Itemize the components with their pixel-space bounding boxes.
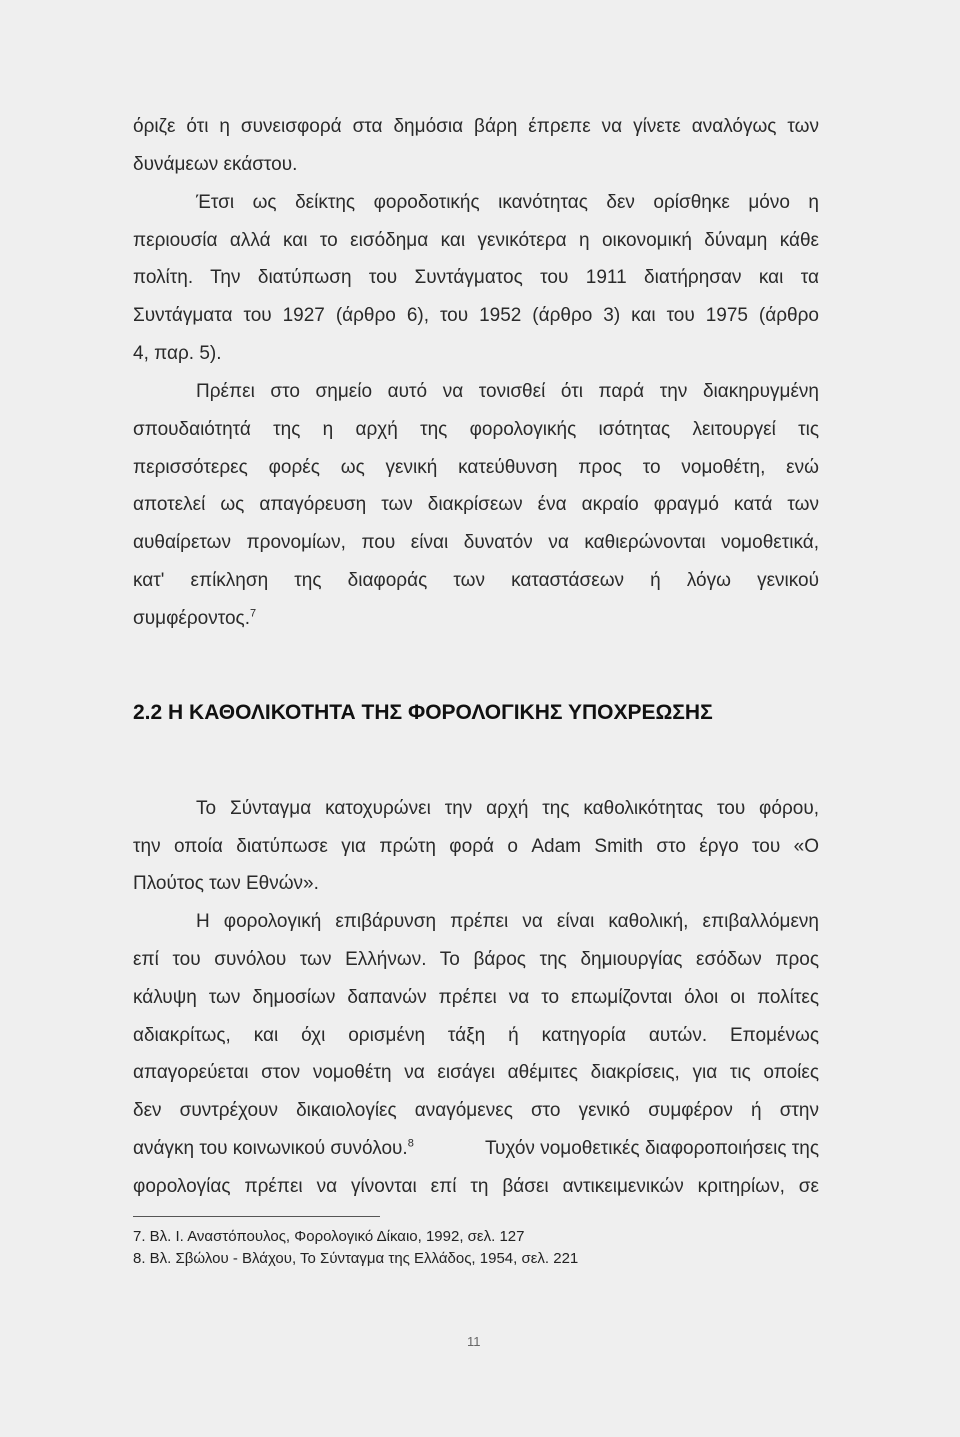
page-number: 11 [467,1334,481,1349]
section-line-3: Πλούτος των Εθνών». [133,873,319,894]
body-line-9: σπουδαιότητά της η αρχή της φορολογικής ισότητας λειτουργεί τις [133,419,819,440]
body-line-7: 4, παρ. 5). [133,343,222,364]
section-line-10 [133,1137,819,1161]
section-line-10-start [133,1137,414,1161]
body-line-3: Έτσι ως δείκτης φοροδοτικής ικανότητας δεν ορίσθηκε μόνο η [196,192,819,213]
section-line-8: απαγορεύεται στον νομοθέτη να εισάγει αθέμιτες διακρίσεις, για τις οποίες [133,1062,819,1083]
section-line-5: επί του συνόλου των Ελλήνων. Το βάρος της δημιουργίας εσόδων προς [133,949,819,970]
body-line-14-text: συμφέροντος. [133,608,250,629]
footnote-8: 8. Βλ. Σβώλου - Βλάχου, Το Σύνταγμα της Ελλάδος, 1954, σελ. 221 [133,1250,579,1267]
body-line-5: πολίτη. Την διατύπωση του Συντάγματος του 1911 διατήρησαν και τα [133,267,819,288]
footnote-7: 7. Βλ. Ι. Αναστόπουλος, Φορολογικό Δίκαιο, 1992, σελ. 127 [133,1228,525,1245]
section-line-7: αδιακρίτως, και όχι ορισμένη τάξη ή κατηγορία αυτών. Επομένως [133,1025,819,1046]
body-line-6: Συντάγματα του 1927 (άρθρο 6), του 1952 (άρθρο 3) και του 1975 (άρθρο [133,305,819,326]
section-line-10-end: Τυχόν νομοθετικές διαφοροποιήσεις της [485,1138,819,1159]
body-line-2: δυνάμεων εκάστου. [133,154,298,175]
section-line-11: φορολογίας πρέπει να γίνονται επί τη βάσει αντικειμενικών κριτηρίων, σε [133,1176,819,1197]
footnote-ref-8: 8 [407,1137,414,1150]
section-line-4: Η φορολογική επιβάρυνση πρέπει να είναι καθολική, επιβαλλόμενη [196,911,819,932]
section-line-9: δεν συντρέχουν δικαιολογίες αναγόμενες στο γενικό συμφέρον ή στην [133,1100,819,1121]
footnote-separator [133,1216,380,1217]
body-line-4: περιουσία αλλά και το εισόδημα και γενικότερα η οικονομική δύναμη κάθε [133,230,819,251]
body-line-1: όριζε ότι η συνεισφορά στα δημόσια βάρη έπρεπε να γίνετε αναλόγως των [133,116,819,137]
body-line-8: Πρέπει στο σημείο αυτό να τονισθεί ότι παρά την διακηρυγμένη [196,381,819,402]
footnote-ref-7: 7 [249,607,257,620]
section-line-10-text: ανάγκη του κοινωνικού συνόλου. [133,1138,408,1159]
section-line-2: την οποία διατύπωσε για πρώτη φορά ο Adam Smith στο έργο του «Ο [133,836,819,857]
section-line-1: Το Σύνταγμα κατοχυρώνει την αρχή της καθολικότητας του φόρου, [196,798,819,819]
section-line-6: κάλυψη των δημοσίων δαπανών πρέπει να το επωμίζονται όλοι οι πολίτες [133,987,819,1008]
body-line-12: αυθαίρετων προνομίων, που είναι δυνατόν να καθιερώνονται νομοθετικά, [133,532,819,553]
body-line-13: κατ' επίκληση της διαφοράς των καταστάσεων ή λόγω γενικού [133,570,819,591]
section-heading: 2.2 Η ΚΑΘΟΛΙΚΟΤΗΤΑ ΤΗΣ ΦΟΡΟΛΟΓΙΚΗΣ ΥΠΟΧΡΕΩΣΗΣ [133,701,713,724]
body-line-10: περισσότερες φορές ως γενική κατεύθυνση προς το νομοθέτη, ενώ [133,457,819,478]
body-line-11: αποτελεί ως απαγόρευση των διακρίσεων ένα ακραίο φραγμό κατά των [133,494,819,515]
body-line-14 [133,607,819,631]
